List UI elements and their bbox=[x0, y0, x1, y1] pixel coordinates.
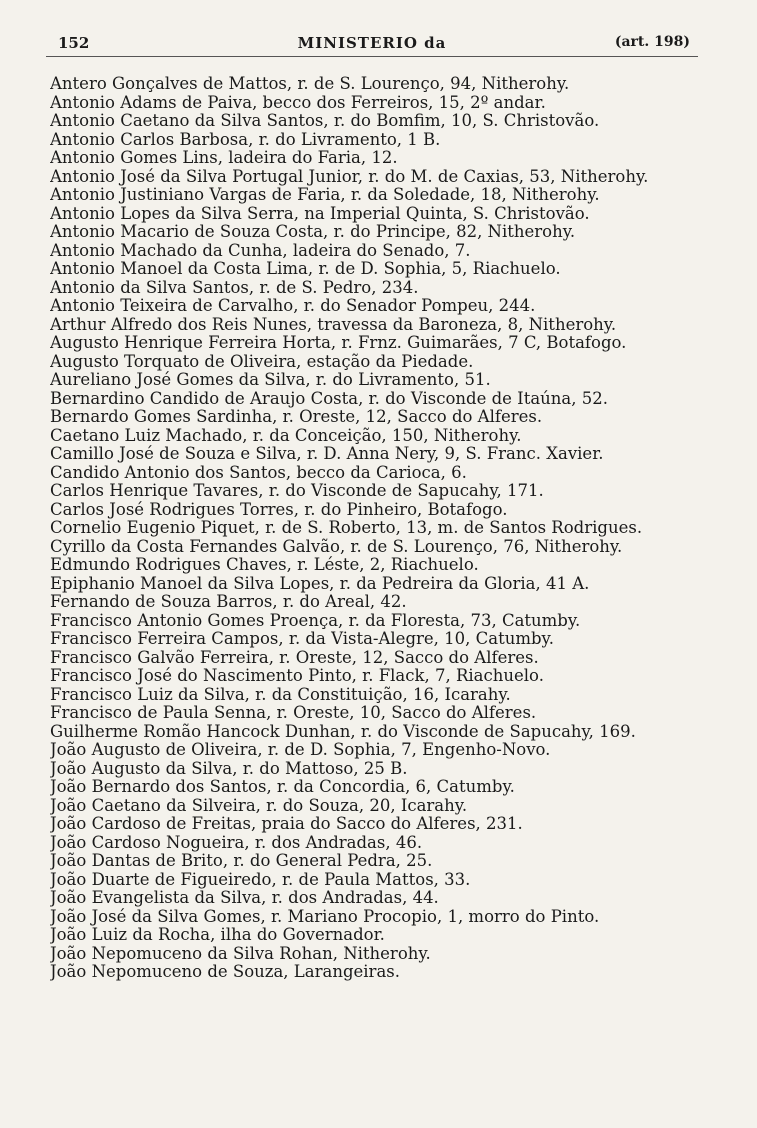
list-item: João Evangelista da Silva, r. dos Andradas, 44. bbox=[50, 889, 439, 907]
list-item: Augusto Torquato de Oliveira, estação da Piedade. bbox=[50, 352, 474, 371]
list-item: João Augusto de Oliveira, r. de D. Sophia, 7, Engenho-Novo. bbox=[50, 741, 551, 759]
entry-list bbox=[50, 75, 740, 982]
list-item: João Dantas de Brito, r. do General Pedra, 25. bbox=[50, 852, 433, 870]
list-item: João Bernardo dos Santos, r. da Concordia, 6, Catumby. bbox=[50, 778, 515, 796]
page-number: 152 bbox=[58, 34, 90, 52]
list-item: Antonio Manoel da Costa Lima, r. de D. Sophia, 5, Riachuelo. bbox=[50, 260, 561, 278]
list-item: João Nepomuceno da Silva Rohan, Nitherohy. bbox=[50, 944, 431, 963]
list-item: Antonio Justiniano Vargas de Faria, r. da Soledade, 18, Nitherohy. bbox=[50, 186, 600, 204]
list-item: Cyrillo da Costa Fernandes Galvão, r. de S. Lourenço, 76, Nitherohy. bbox=[50, 537, 623, 556]
list-item: Antonio José da Silva Portugal Junior, r. do M. de Caxias, 53, Nitherohy. bbox=[50, 167, 649, 186]
list-item: Antonio Machado da Cunha, ladeira do Senado, 7. bbox=[50, 241, 471, 260]
list-item: Francisco Ferreira Campos, r. da Vista-Alegre, 10, Catumby. bbox=[50, 630, 554, 648]
list-item: Edmundo Rodrigues Chaves, r. Léste, 2, Riachuelo. bbox=[50, 556, 479, 574]
list-item: Francisco de Paula Senna, r. Oreste, 10, Sacco do Alferes. bbox=[50, 704, 537, 722]
list-item: Aureliano José Gomes da Silva, r. do Livramento, 51. bbox=[50, 371, 491, 389]
list-item: João Caetano da Silveira, r. do Souza, 20, Icarahy. bbox=[50, 796, 468, 815]
list-item: Francisco José do Nascimento Pinto, r. Flack, 7, Riachuelo. bbox=[50, 667, 544, 685]
list-item: Antonio Gomes Lins, ladeira do Faria, 12. bbox=[50, 149, 398, 167]
list-item: Antonio Lopes da Silva Serra, na Imperial Quinta, S. Christovão. bbox=[50, 204, 590, 223]
list-item: Bernardo Gomes Sardinha, r. Oreste, 12, Sacco do Alferes. bbox=[50, 408, 543, 426]
list-item: João Duarte de Figueiredo, r. de Paula Mattos, 33. bbox=[50, 870, 471, 889]
list-item: João Cardoso Nogueira, r. dos Andradas, 46. bbox=[50, 833, 423, 852]
list-item: Francisco Antonio Gomes Proença, r. da Floresta, 73, Catumby. bbox=[50, 611, 581, 630]
list-item: Antero Gonçalves de Mattos, r. de S. Lourenço, 94, Nitherohy. bbox=[50, 75, 570, 93]
list-item: Augusto Henrique Ferreira Horta, r. Frnz. Guimarães, 7 C, Botafogo. bbox=[50, 334, 627, 352]
list-item: João Nepomuceno de Souza, Larangeiras. bbox=[50, 963, 400, 981]
list-item: Camillo José de Souza e Silva, r. D. Anna Nery, 9, S. Franc. Xavier. bbox=[50, 445, 604, 463]
list-item: Francisco Galvão Ferreira, r. Oreste, 12, Sacco do Alferes. bbox=[50, 648, 539, 667]
list-item: Caetano Luiz Machado, r. da Conceição, 150, Nitherohy. bbox=[50, 426, 522, 445]
list-item: Antonio Teixeira de Carvalho, r. do Senador Pompeu, 244. bbox=[50, 297, 536, 315]
list-item: Fernando de Souza Barros, r. do Areal, 42. bbox=[50, 593, 407, 611]
list-item: Guilherme Romão Hancock Dunhan, r. do Visconde de Sapucahy, 169. bbox=[50, 722, 636, 741]
list-item: Antonio Caetano da Silva Santos, r. do Bomfim, 10, S. Christovão. bbox=[50, 112, 600, 130]
article-reference: (art. 198) bbox=[614, 34, 690, 50]
page-header bbox=[46, 32, 698, 57]
list-item: João José da Silva Gomes, r. Mariano Procopio, 1, morro do Pinto. bbox=[50, 907, 600, 926]
list-item: Bernardino Candido de Araujo Costa, r. do Visconde de Itaúna, 52. bbox=[50, 389, 608, 408]
list-item: Antonio da Silva Santos, r. de S. Pedro, 234. bbox=[50, 278, 419, 297]
list-item: João Cardoso de Freitas, praia do Sacco do Alferes, 231. bbox=[50, 815, 523, 833]
list-item: Cornelio Eugenio Piquet, r. de S. Roberto, 13, m. de Santos Rodrigues. bbox=[50, 519, 643, 537]
list-item: Antonio Adams de Paiva, becco dos Ferreiros, 15, 2º andar. bbox=[50, 93, 546, 112]
list-item: Antonio Macario de Souza Costa, r. do Principe, 82, Nitherohy. bbox=[50, 223, 576, 241]
list-item: Candido Antonio dos Santos, becco da Carioca, 6. bbox=[50, 463, 467, 482]
list-item: Carlos José Rodrigues Torres, r. do Pinheiro, Botafogo. bbox=[50, 500, 508, 519]
list-item: Francisco Luiz da Silva, r. da Constituição, 16, Icarahy. bbox=[50, 685, 511, 704]
list-item: Epiphanio Manoel da Silva Lopes, r. da Pedreira da Gloria, 41 A. bbox=[50, 574, 590, 593]
list-item: Arthur Alfredo dos Reis Nunes, travessa da Baroneza, 8, Nitherohy. bbox=[50, 315, 617, 334]
list-item: Antonio Carlos Barbosa, r. do Livramento, 1 B. bbox=[50, 130, 441, 149]
list-item: Carlos Henrique Tavares, r. do Visconde de Sapucahy, 171. bbox=[50, 482, 544, 500]
list-item: João Luiz da Rocha, ilha do Governador. bbox=[50, 926, 385, 944]
page-title: MINISTERIO da bbox=[297, 34, 447, 52]
list-item: João Augusto da Silva, r. do Mattoso, 25 B. bbox=[50, 759, 408, 778]
